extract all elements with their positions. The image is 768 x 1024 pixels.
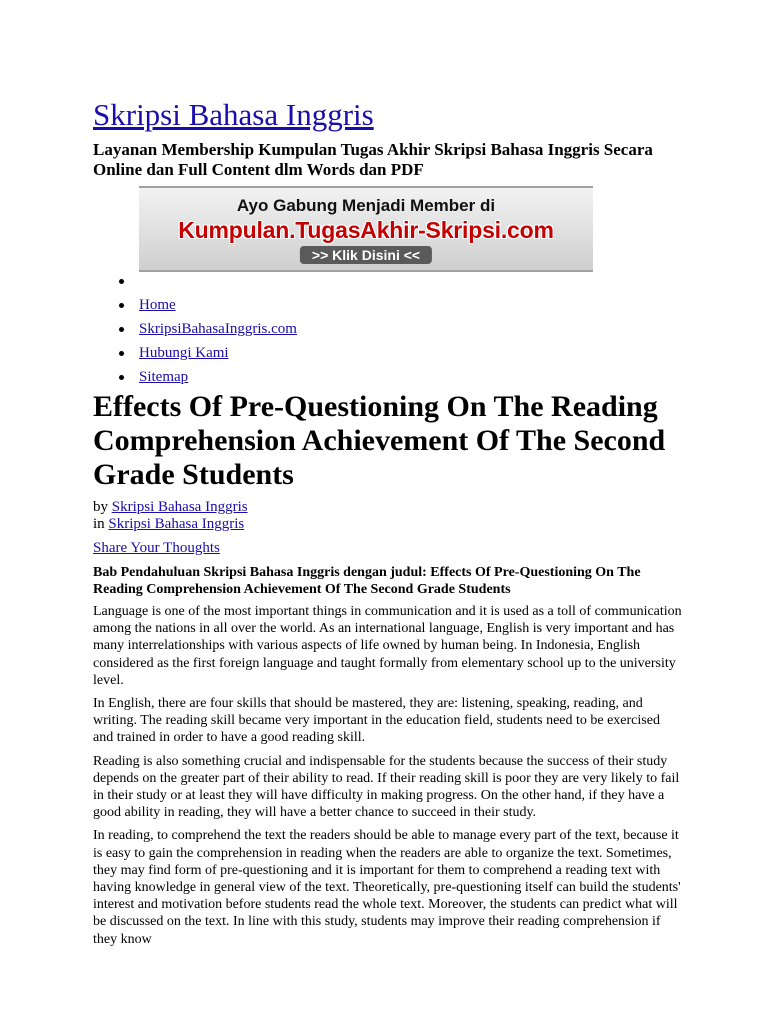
post-body	[93, 603, 683, 954]
nav-item-empty	[93, 270, 297, 294]
paragraph: In reading, to comprehend the text the readers should be able to manage every part of the text, because it is easy to gain the comprehension in reading when the readers are able to organize the text. Sometimes, they may find form of pre-questioning and it is important for them to comprehend a reading text with having knowledge in general view of the text. Theoretically, pre-questioning itself can build the students' interest and motivation before students read the whole text. Moreover, the students can predict what will be discussed on the text. In line with this study, students may improve their reading comprehension if they know	[93, 828, 681, 947]
nav-link-sitemap[interactable]: Sitemap	[139, 369, 189, 385]
nav-item-skripsibahasainggris[interactable]	[93, 318, 297, 342]
by-label: by	[93, 499, 108, 515]
nav-list	[93, 270, 297, 390]
post-author-line	[93, 499, 248, 516]
nav-item-home[interactable]	[93, 294, 297, 318]
post-category-line	[93, 516, 248, 533]
share-thoughts-link[interactable]: Share Your Thoughts	[93, 540, 220, 556]
post-meta	[93, 499, 248, 533]
nav-item-sitemap[interactable]	[93, 366, 297, 390]
post-intro: Bab Pendahuluan Skripsi Bahasa Inggris dengan judul: Effects Of Pre-Questioning On The Reading Comprehension Achievement Of The Second Grade Students	[93, 565, 641, 597]
nav-item-hubungi-kami[interactable]	[93, 342, 297, 366]
post-title: Effects Of Pre-Questioning On The Reading Comprehension Achievement Of The Second Grade Students	[93, 390, 666, 491]
category-link[interactable]: Skripsi Bahasa Inggris	[108, 516, 245, 532]
author-link[interactable]: Skripsi Bahasa Inggris	[111, 499, 248, 515]
site-title-link[interactable]: Skripsi Bahasa Inggris	[93, 97, 374, 132]
site-description: Layanan Membership Kumpulan Tugas Akhir Skripsi Bahasa Inggris Secara Online dan Full Content dlm Words dan PDF	[93, 140, 653, 179]
nav-link-hubungi-kami[interactable]: Hubungi Kami	[139, 345, 229, 361]
paragraph: Language is one of the most important things in communication and it is used as a toll of communication among the nations in all over the world. As an international language, English is very important and has many interrelationships with various aspects of life owned by human being. In Indonesia, English considered as the first foreign language and taught formally from elementary school up to the university level.	[93, 604, 682, 688]
banner-line1: Ayo Gabung Menjadi Member di	[236, 196, 496, 215]
share-section	[93, 540, 220, 557]
nav-link-skripsibahasainggris[interactable]: SkripsiBahasaInggris.com	[139, 321, 297, 337]
membership-banner[interactable]	[139, 186, 593, 272]
banner-cta[interactable]: >> Klik Disini <<	[300, 246, 432, 264]
paragraph: In English, there are four skills that should be mastered, they are: listening, speaking, reading, and writing. The reading skill became very important in the education field, students need to be exercised and trained in order to have a good reading skill.	[93, 696, 660, 746]
nav-link-home[interactable]: Home	[139, 297, 176, 313]
in-label: in	[93, 516, 105, 532]
banner-line2: Kumpulan.TugasAkhir-Skripsi.com	[178, 217, 554, 243]
site-title	[93, 96, 374, 134]
paragraph: Reading is also something crucial and indispensable for the students because the success of their study depends on the greater part of their ability to read. If their reading skill is poor they are very likely to fail in their study or at least they will have difficulty in making progress. On the other hand, if they have a good ability in reading, they will have a better chance to succeed in their study.	[93, 753, 680, 821]
